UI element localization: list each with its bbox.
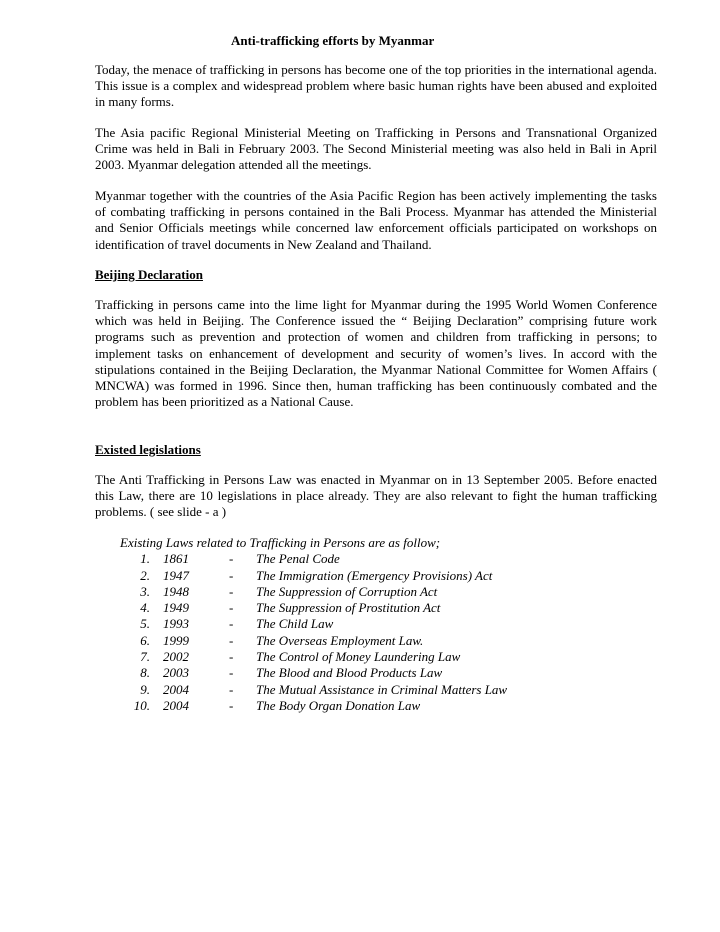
law-list-item <box>120 584 440 600</box>
law-number: 10. <box>133 697 150 713</box>
law-dash: - <box>229 665 234 681</box>
heading-beijing-declaration: Beijing Declaration <box>95 267 203 282</box>
law-number: 2. <box>140 567 150 583</box>
law-year: 1948 <box>163 583 189 599</box>
law-number: 3. <box>140 583 150 599</box>
law-number: 6. <box>140 632 150 648</box>
paragraph-bali-process: Myanmar together with the countries of the Asia Pacific Region has been actively implementing the tasks of combating trafficking in persons contained in the Bali Process. Myanmar has attended the Ministerial and Senior Officials meetings while concerned law enforcement officials participated on workshops on identification of travel documents in New Zealand and Thailand. <box>95 188 657 252</box>
law-name: The Penal Code <box>256 551 340 567</box>
heading-existed-legislations: Existed legislations <box>95 442 201 457</box>
law-list-item <box>120 616 440 632</box>
law-year: 1949 <box>163 600 189 616</box>
laws-list <box>120 535 508 714</box>
law-dash: - <box>229 697 234 713</box>
paragraph-intro: Today, the menace of trafficking in persons has become one of the top priorities in the international agenda. This issue is a complex and widespread problem where basic human rights have been abused and exploited in many forms. <box>95 62 657 110</box>
law-list-item <box>120 649 461 665</box>
law-name: The Overseas Employment Law. <box>256 632 424 648</box>
law-dash: - <box>229 632 234 648</box>
law-dash: - <box>229 600 234 616</box>
law-dash: - <box>229 649 234 665</box>
law-list-item <box>120 567 493 584</box>
law-name: The Immigration (Emergency Provisions) Act <box>256 567 493 583</box>
law-dash: - <box>229 681 234 697</box>
law-number: 5. <box>140 616 150 632</box>
document-title: Anti-trafficking efforts by Myanmar <box>231 33 435 48</box>
law-dash: - <box>229 551 234 567</box>
law-name: The Body Organ Donation Law <box>256 697 421 713</box>
law-list-item <box>120 600 440 616</box>
law-year: 1999 <box>163 632 189 648</box>
law-year: 1993 <box>163 616 189 632</box>
law-list-item <box>120 633 440 649</box>
law-list-item <box>120 698 440 714</box>
law-dash: - <box>229 616 234 632</box>
law-number: 8. <box>140 665 150 681</box>
laws-list-items <box>120 551 508 714</box>
law-name: The Mutual Assistance in Criminal Matters Law <box>256 681 508 697</box>
law-list-item <box>120 681 508 698</box>
law-name: The Suppression of Corruption Act <box>256 583 438 599</box>
law-dash: - <box>229 567 234 583</box>
law-number: 9. <box>140 681 150 697</box>
law-name: The Blood and Blood Products Law <box>256 665 443 681</box>
law-year: 2003 <box>163 665 189 681</box>
law-year: 2002 <box>163 649 189 665</box>
law-list-item <box>120 665 443 681</box>
law-name: The Control of Money Laundering Law <box>256 649 461 665</box>
law-name: The Child Law <box>256 616 334 632</box>
paragraph-bali-meeting: The Asia pacific Regional Ministerial Meeting on Trafficking in Persons and Transnational Organized Crime was held in Bali in February 2003. The Second Ministerial meeting was also held in Bali in April 2003. Myanmar delegation attended all the meetings. <box>95 125 657 173</box>
paragraph-anti-trafficking-law: The Anti Trafficking in Persons Law was enacted in Myanmar on in 13 September 2005. Before enacted this Law, there are 10 legislations in place already. They are also relevant to fight the human trafficking problems. ( see slide - a ) <box>95 472 657 520</box>
law-year: 2004 <box>163 681 189 697</box>
laws-list-intro: Existing Laws related to Trafficking in Persons are as follow; <box>120 535 441 550</box>
law-list-item <box>120 551 440 567</box>
law-year: 1861 <box>163 551 189 567</box>
law-number: 1. <box>140 551 150 567</box>
law-name: The Suppression of Prostitution Act <box>256 600 441 616</box>
law-dash: - <box>229 583 234 599</box>
law-year: 2004 <box>163 697 189 713</box>
law-year: 1947 <box>163 567 189 583</box>
paragraph-beijing: Trafficking in persons came into the lime light for Myanmar during the 1995 World Women Conference which was held in Beijing. The Conference issued the “ Beijing Declaration” comprising future work programs such as prevention and protection of women and children from trafficking in persons; to implement tasks on enhancement of development and security of women’s lives. In accord with the stipulations contained in the Beijing Declaration, the Myanmar National Committee for Women Affairs ( MNCWA) was formed in 1996. Since then, human trafficking has been continuously combated and the problem has been prioritized as a National Cause. <box>95 297 657 410</box>
law-number: 7. <box>140 649 150 665</box>
law-number: 4. <box>140 600 150 616</box>
